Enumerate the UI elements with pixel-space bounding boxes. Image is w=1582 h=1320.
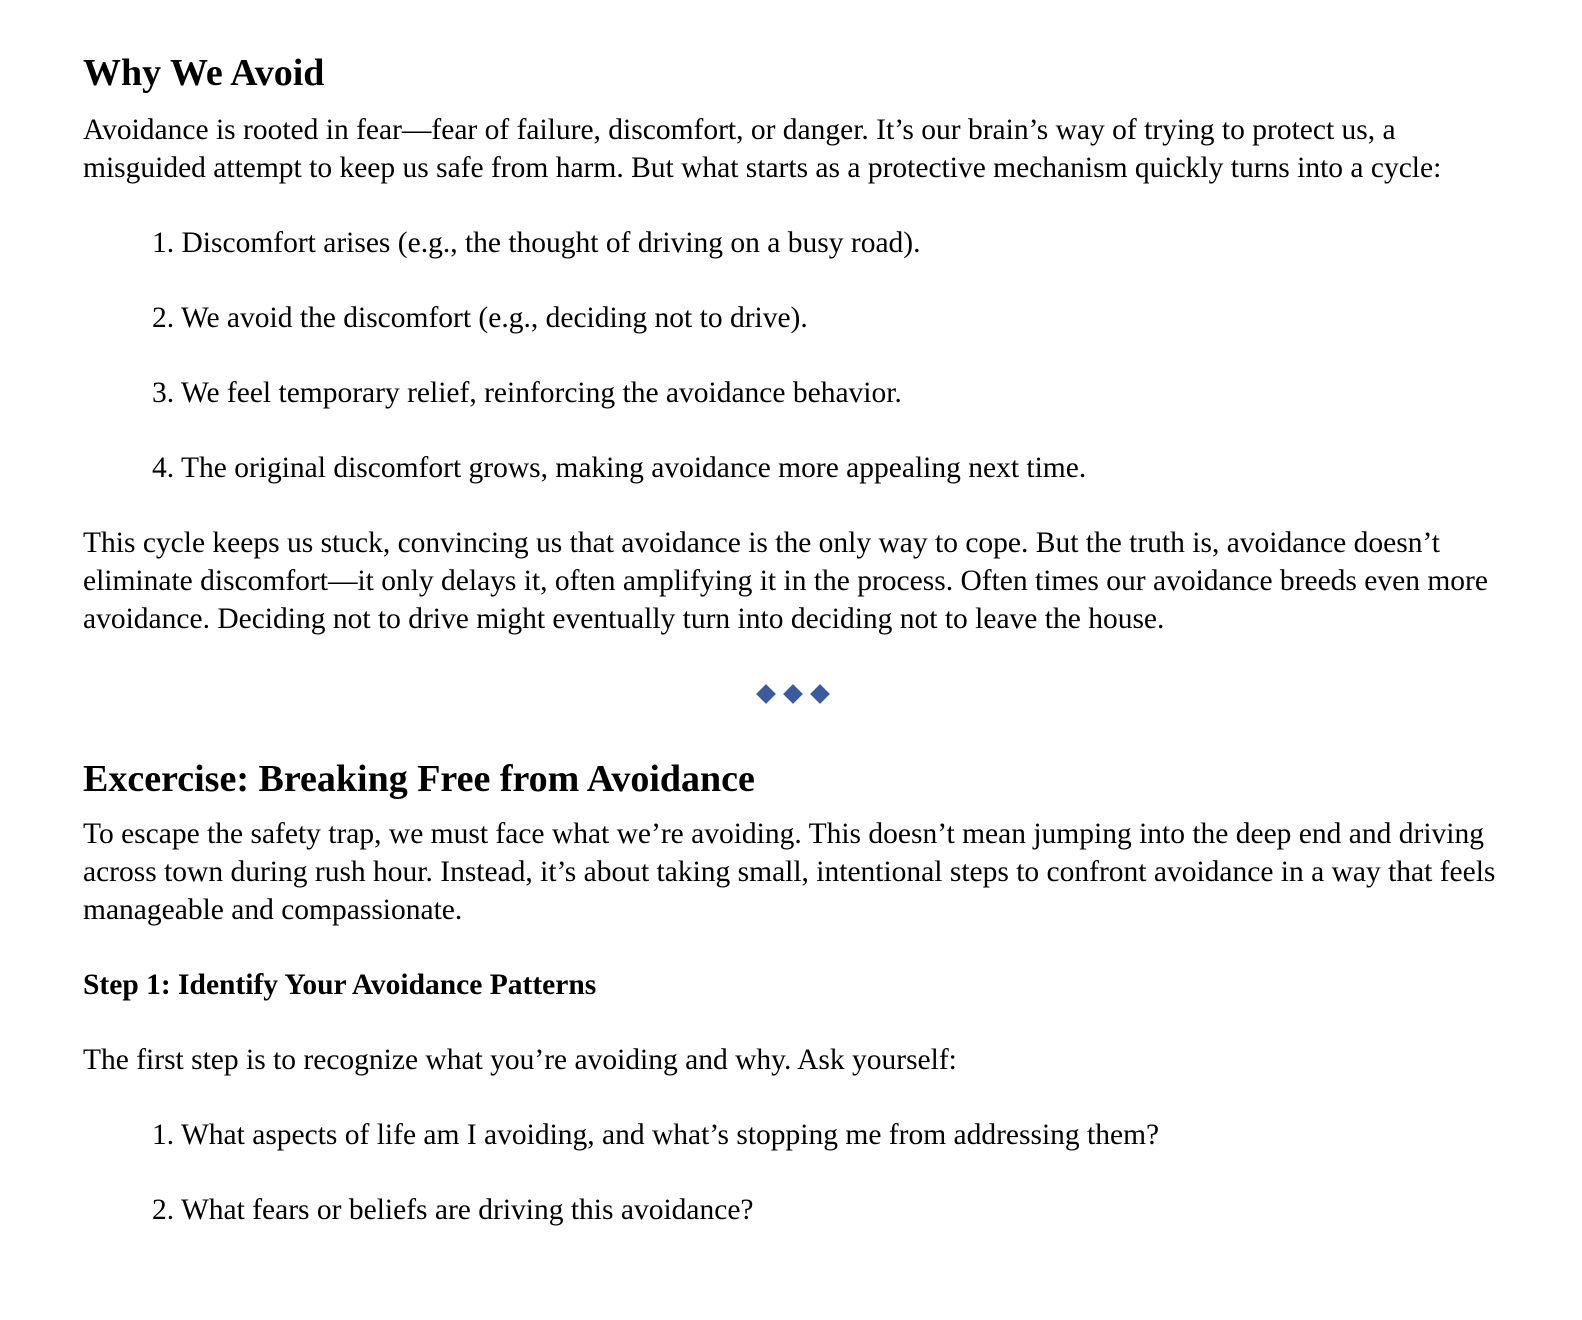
avoidance-cycle-list (83, 224, 1503, 487)
diamond-icon (783, 684, 803, 704)
reflection-questions-list (83, 1116, 1503, 1229)
list-item: 4. The original discomfort grows, making avoidance more appealing next time. (152, 452, 1087, 484)
list-item: 1. Discomfort arises (e.g., the thought of driving on a busy road). (152, 227, 921, 259)
paragraph-step-instructions: The first step is to recognize what you’re avoiding and why. Ask yourself: (83, 1044, 957, 1076)
document-page (83, 0, 1503, 1229)
step-heading-identify-patterns: Step 1: Identify Your Avoidance Patterns (83, 969, 597, 1001)
section-heading-why-we-avoid: Why We Avoid (83, 52, 325, 94)
list-item: 1. What aspects of life am I avoiding, and what’s stopping me from addressing them? (152, 1119, 1160, 1151)
paragraph-exercise-intro: To escape the safety trap, we must face what we’re avoiding. This doesn’t mean jumping into the deep end and driving across town during rush hour. Instead, it’s about taking small, intentional steps to confront avoidance in a way that feels manageable and compassionate. (83, 818, 1496, 926)
diamond-icon (756, 684, 776, 704)
list-item: 2. What fears or beliefs are driving this avoidance? (152, 1194, 754, 1226)
paragraph-avoidance-intro: Avoidance is rooted in fear—fear of failure, discomfort, or danger. It’s our brain’s way of trying to protect us, a misguided attempt to keep us safe from harm. But what starts as a protective mechanism quickly turns into a cycle: (83, 114, 1442, 184)
diamond-icon (810, 684, 830, 704)
list-item: 2. We avoid the discomfort (e.g., deciding not to drive). (152, 302, 808, 334)
section-heading-exercise: Excercise: Breaking Free from Avoidance (83, 758, 755, 800)
paragraph-cycle-conclusion: This cycle keeps us stuck, convincing us that avoidance is the only way to cope. But the truth is, avoidance doesn’t eliminate discomfort—it only delays it, often amplifying it in the process. Often times our avoidance breeds even more avoidance. Deciding not to drive might eventually turn into deciding not to leave the house. (83, 527, 1488, 635)
list-item: 3. We feel temporary relief, reinforcing the avoidance behavior. (152, 377, 902, 409)
section-divider (83, 682, 1503, 706)
